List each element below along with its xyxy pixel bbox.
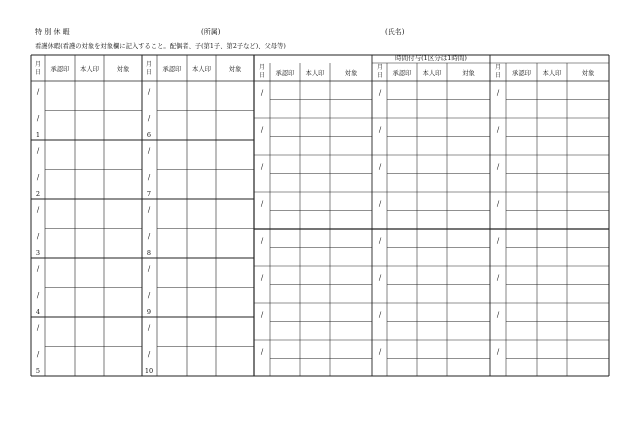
- date-slash: /: [36, 324, 40, 332]
- personal-seal-header: 本人印: [422, 70, 442, 77]
- date-slash: /: [496, 311, 500, 319]
- day-header: 日: [145, 69, 153, 76]
- date-slash: /: [378, 311, 382, 319]
- date-slash: /: [496, 126, 500, 134]
- nursing-leave-note: 看護休暇(看護の対象を対象欄に記入すること。配偶者、子(第1子、第2子など)、父母等): [35, 43, 286, 50]
- date-slash: /: [496, 89, 500, 97]
- date-slash: /: [147, 350, 151, 359]
- month-header: 月: [34, 61, 42, 68]
- date-slash: /: [147, 232, 151, 241]
- hourly-caption: 時間付与(1区分は1時間): [395, 54, 467, 62]
- target-header: 対象: [462, 70, 475, 77]
- date-slash: /: [36, 350, 40, 359]
- date-slash: /: [378, 274, 382, 282]
- date-slash: /: [260, 126, 264, 134]
- month-header: 月: [145, 61, 153, 68]
- date-slash: /: [260, 237, 264, 245]
- date-slash: /: [147, 173, 151, 182]
- date-slash: /: [496, 237, 500, 245]
- affiliation-label: (所属): [201, 28, 221, 36]
- date-slash: /: [147, 324, 151, 332]
- approval-seal-header: 承認印: [512, 70, 531, 77]
- date-slash: /: [36, 88, 40, 96]
- date-slash: /: [36, 114, 40, 123]
- month-header: 月: [376, 64, 384, 71]
- date-slash: /: [147, 206, 151, 214]
- approval-seal-header: 承認印: [275, 70, 295, 77]
- date-slash: /: [378, 200, 382, 208]
- date-slash: /: [378, 348, 382, 356]
- name-label: (氏名): [385, 28, 405, 36]
- date-slash: /: [260, 200, 264, 208]
- target-header: 対象: [116, 66, 130, 73]
- date-slash: /: [496, 274, 500, 282]
- date-slash: /: [147, 114, 151, 123]
- date-slash: /: [36, 291, 40, 300]
- day-number: 2: [35, 190, 41, 198]
- approval-seal-header: 承認印: [162, 66, 182, 73]
- date-slash: /: [260, 89, 264, 97]
- personal-seal-header: 本人印: [192, 66, 211, 73]
- form-title: 特 別 休 暇: [35, 28, 70, 36]
- personal-seal-header: 本人印: [80, 66, 99, 73]
- day-number: 1: [35, 131, 41, 139]
- date-slash: /: [147, 88, 151, 96]
- day-number: 8: [146, 249, 152, 257]
- date-slash: /: [260, 348, 264, 356]
- month-header: 月: [494, 64, 502, 71]
- date-slash: /: [147, 291, 151, 300]
- date-slash: /: [36, 206, 40, 214]
- month-header: 月: [258, 64, 266, 71]
- target-header: 対象: [581, 70, 595, 77]
- day-header: 日: [494, 72, 502, 79]
- date-slash: /: [260, 274, 264, 282]
- date-slash: /: [36, 265, 40, 273]
- date-slash: /: [36, 232, 40, 241]
- personal-seal-header: 本人印: [542, 70, 562, 77]
- date-slash: /: [496, 348, 500, 356]
- personal-seal-header: 本人印: [305, 70, 325, 77]
- date-slash: /: [147, 265, 151, 273]
- date-slash: /: [496, 200, 500, 208]
- date-slash: /: [378, 237, 382, 245]
- date-slash: /: [378, 126, 382, 134]
- day-number: 4: [35, 308, 41, 316]
- date-slash: /: [147, 147, 151, 155]
- day-number: 5: [35, 367, 41, 375]
- date-slash: /: [260, 163, 264, 171]
- date-slash: /: [260, 311, 264, 319]
- day-header: 日: [258, 72, 266, 79]
- date-slash: /: [36, 147, 40, 155]
- date-slash: /: [378, 163, 382, 171]
- approval-seal-header: 承認印: [392, 70, 412, 77]
- day-number: 7: [146, 190, 152, 198]
- day-number: 10: [144, 367, 154, 375]
- date-slash: /: [378, 89, 382, 97]
- target-header: 対象: [228, 66, 242, 73]
- day-number: 3: [35, 249, 41, 257]
- day-header: 日: [376, 72, 384, 79]
- approval-seal-header: 承認印: [50, 66, 70, 73]
- day-header: 日: [34, 69, 42, 76]
- day-number: 6: [146, 131, 152, 139]
- date-slash: /: [36, 173, 40, 182]
- day-number: 9: [146, 308, 152, 316]
- date-slash: /: [496, 163, 500, 171]
- target-header: 対象: [344, 70, 358, 77]
